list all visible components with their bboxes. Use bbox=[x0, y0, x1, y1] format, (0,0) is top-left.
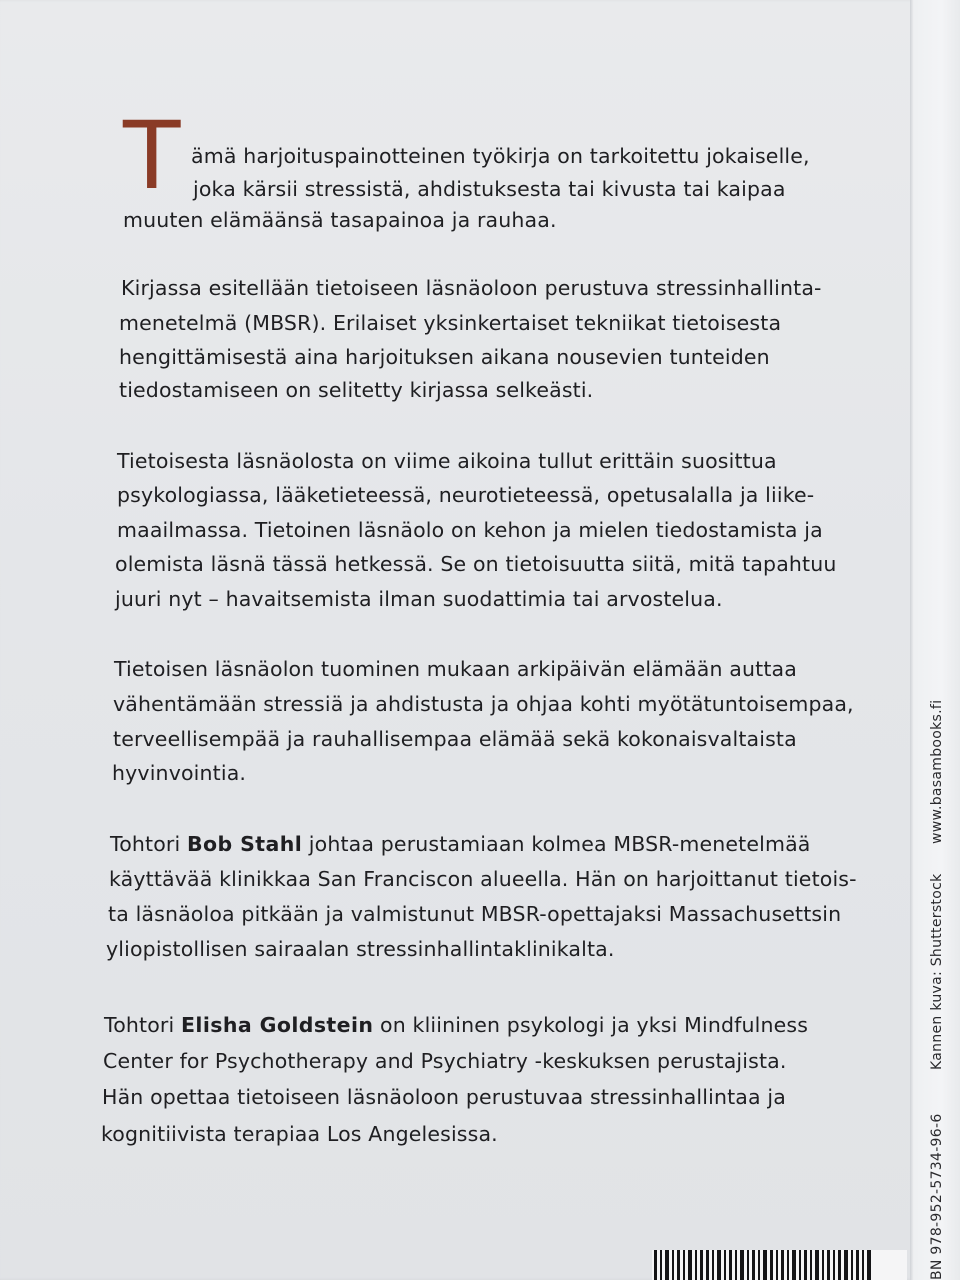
para2-line-3: hengittämisestä aina harjoituksen aikana nousevien tunteiden bbox=[119, 345, 770, 369]
para6-suffix: on kliininen psykologi ja yksi Mindfulness bbox=[373, 1013, 809, 1037]
para4-line-1: Tietoisen läsnäolon tuominen mukaan arkipäivän elämään auttaa bbox=[114, 657, 797, 681]
para5-line-4: yliopistollisen sairaalan stressinhallintaklinikalta. bbox=[106, 937, 615, 961]
para3-line-4: olemista läsnä tässä hetkessä. Se on tietoisuutta siitä, mitä tapahtuu bbox=[115, 552, 837, 576]
para1-line-2: joka kärsii stressistä, ahdistuksesta tai kivusta tai kaipaa bbox=[193, 177, 786, 201]
para3-line-1: Tietoisesta läsnäolosta on viime aikoina tullut erittäin suosittua bbox=[117, 449, 777, 473]
author-name-bob-stahl: Bob Stahl bbox=[187, 832, 303, 856]
barcode bbox=[652, 1250, 907, 1280]
para1-line-3: muuten elämäänsä tasapainoa ja rauhaa. bbox=[123, 208, 557, 232]
para6-line-3: Hän opettaa tietoiseen läsnäoloon perustuvaa stressinhallintaa ja bbox=[102, 1085, 786, 1109]
para3-line-5: juuri nyt – havaitsemista ilman suodattimia tai arvostelua. bbox=[115, 587, 723, 611]
spine-info bbox=[923, 699, 951, 1280]
para6-line-4: kognitiivista terapiaa Los Angelesissa. bbox=[101, 1122, 498, 1146]
para1-line-1: ämä harjoituspainotteinen työkirja on tarkoitettu jokaiselle, bbox=[191, 144, 810, 168]
publisher-url: www.basambooks.fi bbox=[929, 699, 945, 844]
para5-line-3: ta läsnäoloa pitkään ja valmistunut MBSR-opettajaksi Massachusettsin bbox=[108, 902, 842, 926]
para4-line-2: vähentämään stressiä ja ahdistusta ja ohjaa kohti myötätuntoisempaa, bbox=[113, 692, 854, 716]
isbn-text: BN 978-952-5734-96-6 bbox=[929, 1113, 945, 1280]
drop-cap: T bbox=[123, 102, 181, 211]
para3-line-2: psykologiassa, lääketieteessä, neurotieteessä, opetusalalla ja liike- bbox=[117, 483, 815, 507]
para6-line-1 bbox=[104, 1013, 808, 1037]
cover-credit: Kannen kuva: Shutterstock bbox=[929, 873, 945, 1070]
para4-line-4: hyvinvointia. bbox=[112, 761, 247, 785]
para4-line-3: terveellisempää ja rauhallisempaa elämää sekä kokonaisvaltaista bbox=[113, 727, 797, 751]
para2-line-1: Kirjassa esitellään tietoiseen läsnäoloon perustuva stressinhallinta- bbox=[121, 276, 822, 300]
para2-line-2: menetelmä (MBSR). Erilaiset yksinkertaiset tekniikat tietoisesta bbox=[119, 311, 782, 335]
para5-line-1 bbox=[110, 832, 811, 856]
para6-line-2: Center for Psychotherapy and Psychiatry -keskuksen perustajista. bbox=[103, 1049, 787, 1073]
para6-prefix: Tohtori bbox=[104, 1013, 181, 1037]
para3-line-3: maailmassa. Tietoinen läsnäolo on kehon ja mielen tiedostamista ja bbox=[117, 518, 823, 542]
para5-prefix: Tohtori bbox=[110, 832, 187, 856]
author-name-elisha-goldstein: Elisha Goldstein bbox=[181, 1013, 374, 1037]
para5-suffix: johtaa perustamiaan kolmea MBSR-menetelmää bbox=[302, 832, 811, 856]
para5-line-2: käyttävää klinikkaa San Franciscon alueella. Hän on harjoittanut tietois- bbox=[109, 867, 857, 891]
para2-line-4: tiedostamiseen on selitetty kirjassa selkeästi. bbox=[119, 378, 594, 402]
